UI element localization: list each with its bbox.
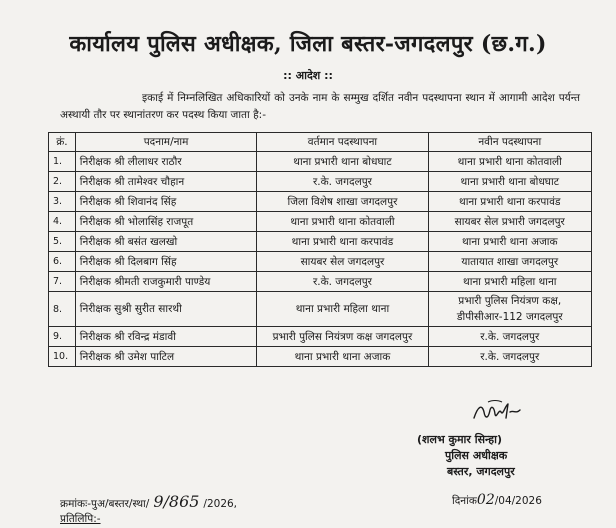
order-prefix: क्रमांकः-पुअ/बस्तर/स्था/ xyxy=(60,498,150,510)
copy-label: प्रतिलिपि:- xyxy=(60,513,101,525)
row-new: सायबर सेल प्रभारी जगदलपुर xyxy=(428,212,591,232)
row-name: निरीक्षक श्री रविन्द्र मंडावी xyxy=(75,327,257,347)
row-serial: 10. xyxy=(49,347,76,367)
row-current: थाना प्रभारी थाना बोधघाट xyxy=(257,152,428,172)
table-row xyxy=(49,172,592,192)
row-name: निरीक्षक सुश्री सुरीत सारथी xyxy=(75,292,257,327)
row-name: निरीक्षक श्रीमती राजकुमारी पाण्डेय xyxy=(75,272,257,292)
signatory-place: बस्तर, जगदलपुर xyxy=(447,465,515,478)
row-serial: 9. xyxy=(49,327,76,347)
intro-text: इकाई में निम्नलिखित अधिकारियों को उनके नाम के सम्मुख दर्शित नवीन पदस्थापना स्थान में आगामी आदेश पर्यन्त अस्थायी तौर पर स्थानांतरण कर पदस्थ किया जाता है:- xyxy=(60,92,580,121)
row-current: सायबर सेल जगदलपुर xyxy=(257,252,428,272)
row-name: निरीक्षक श्री शिवानंद सिंह xyxy=(75,192,257,212)
table-row xyxy=(49,252,592,272)
row-new: र.के. जगदलपुर xyxy=(428,347,591,367)
row-current: प्रभारी पुलिस नियंत्रण कक्ष जगदलपुर xyxy=(257,327,428,347)
table-row xyxy=(49,232,592,252)
row-new: थाना प्रभारी थाना अजाक xyxy=(428,232,591,252)
header-new-posting: नवीन पदस्थापना xyxy=(428,133,591,152)
row-new xyxy=(428,292,591,327)
row-name: निरीक्षक श्री दिलबाग सिंह xyxy=(75,252,257,272)
table-header-row xyxy=(49,133,592,152)
signatory-block xyxy=(415,432,595,480)
row-new: थाना प्रभारी थाना कोतवाली xyxy=(428,152,591,172)
row-new-line2: डीपीसीआर-112 जगदलपुर xyxy=(456,311,563,323)
row-new: र.के. जगदलपुर xyxy=(428,327,591,347)
row-current: थाना प्रभारी महिला थाना xyxy=(257,292,428,327)
table-row xyxy=(49,272,592,292)
row-current: थाना प्रभारी थाना अजाक xyxy=(257,347,428,367)
row-serial: 5. xyxy=(49,232,76,252)
table-row xyxy=(49,152,592,172)
row-current: र.के. जगदलपुर xyxy=(257,272,428,292)
table-row xyxy=(49,347,592,367)
intro-paragraph xyxy=(60,90,580,124)
row-current: थाना प्रभारी थाना करपावंड xyxy=(257,232,428,252)
order-heading: :: आदेश :: xyxy=(283,69,333,82)
handwritten-signature xyxy=(468,398,528,426)
table-row xyxy=(49,212,592,232)
row-name: निरीक्षक श्री लीलाधर राठौर xyxy=(75,152,257,172)
row-new: यातायात शाखा जगदलपुर xyxy=(428,252,591,272)
order-date-line xyxy=(452,492,542,508)
row-serial: 2. xyxy=(49,172,76,192)
row-new-line1: प्रभारी पुलिस नियंत्रण कक्ष, xyxy=(458,295,562,307)
row-new: थाना प्रभारी थाना करपावंड xyxy=(428,192,591,212)
header-current-posting: वर्तमान पदस्थापना xyxy=(257,133,428,152)
table-row xyxy=(49,292,592,327)
order-number: 9/865 xyxy=(153,492,200,511)
order-year: /2026, xyxy=(203,498,238,510)
table-row xyxy=(49,192,592,212)
table-row xyxy=(49,327,592,347)
row-serial: 7. xyxy=(49,272,76,292)
row-serial: 4. xyxy=(49,212,76,232)
row-serial: 6. xyxy=(49,252,76,272)
row-name: निरीक्षक श्री तामेश्वर चौहान xyxy=(75,172,257,192)
row-new: थाना प्रभारी थाना बोधघाट xyxy=(428,172,591,192)
row-name: निरीक्षक श्री उमेश पाटिल xyxy=(75,347,257,367)
row-name: निरीक्षक श्री बसंत खलखो xyxy=(75,232,257,252)
header-serial: क्रं. xyxy=(49,133,76,152)
row-name: निरीक्षक श्री भोलासिंह राजपूत xyxy=(75,212,257,232)
row-serial: 1. xyxy=(49,152,76,172)
row-current: थाना प्रभारी थाना कोतवाली xyxy=(257,212,428,232)
row-new: थाना प्रभारी महिला थाना xyxy=(428,272,591,292)
row-current: र.के. जगदलपुर xyxy=(257,172,428,192)
row-current: जिला विशेष शाखा जगदलपुर xyxy=(257,192,428,212)
row-serial: 8. xyxy=(49,292,76,327)
order-number-line xyxy=(60,492,237,511)
office-title: कार्यालय पुलिस अधीक्षक, जिला बस्तर-जगदलपुर (छ.ग.) xyxy=(69,31,547,57)
signatory-designation: पुलिस अधीक्षक xyxy=(445,449,508,462)
signatory-name: (शलभ कुमार सिन्हा) xyxy=(417,433,503,446)
date-prefix: दिनांक xyxy=(452,495,477,507)
transfer-table xyxy=(48,132,592,367)
date-day: 02 xyxy=(476,492,495,508)
date-rest: /04/2026 xyxy=(494,495,542,507)
header-name: पदनाम/नाम xyxy=(75,133,257,152)
row-serial: 3. xyxy=(49,192,76,212)
